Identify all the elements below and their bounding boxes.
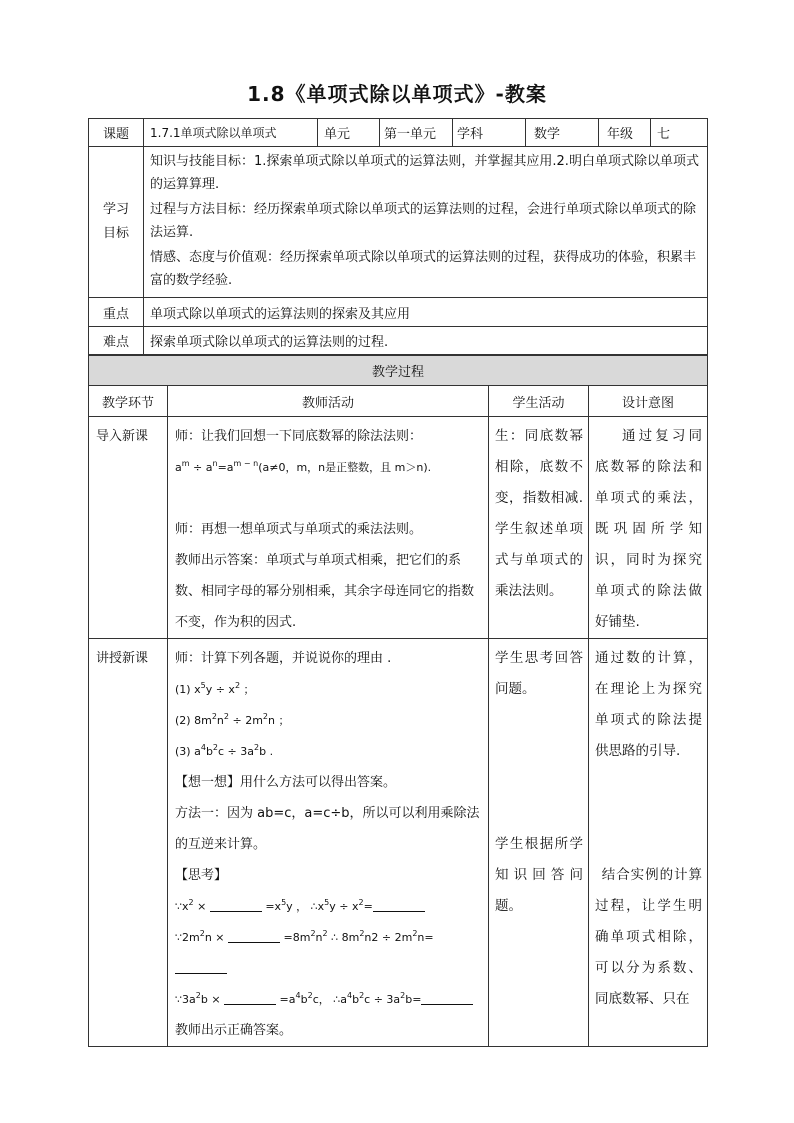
q1-label: (1) — [175, 683, 191, 696]
col-design: 设计意图 — [589, 386, 708, 417]
spacer — [495, 705, 583, 829]
goals-content — [144, 147, 708, 298]
goal-knowledge: 知识与技能目标：1.探索单项式除以单项式的运算法则，并掌握其应用.2.明白单项式除以单项式的运算算理. — [150, 154, 699, 192]
answer-blank[interactable] — [373, 899, 425, 912]
header-row — [89, 119, 708, 147]
unit-value: 第一单元 — [380, 119, 453, 147]
question-3: (3) $a^4b^2c \div 3a^2b$ . — [175, 743, 274, 758]
lesson-stage: 讲授新课 — [89, 639, 168, 1047]
lesson-design-1: 通过数的计算，在理论上为探究单项式的除法提供思路的引导. — [595, 650, 703, 759]
key-point-row — [89, 298, 708, 327]
spacer — [175, 483, 482, 514]
spacer — [595, 767, 702, 860]
lesson-teacher-line1: 师：计算下列各题，并说说你的理由 . — [175, 651, 392, 666]
goals-label-line1: 学习 — [102, 202, 129, 217]
intro-student-text: 生：同底数幂相除，底数不变，指数相减.学生叙述单项式与单项式的乘法法则。 — [495, 428, 583, 599]
difficulty-row — [89, 327, 708, 355]
lesson-student — [489, 639, 589, 1047]
process-title: 教学过程 — [89, 356, 708, 386]
ponder-eq-1: $\because x^2 \times =x^5y$ ， $\therefore x^5y \div x^2=$ — [175, 891, 482, 922]
question-1: (1) $x^5y \div x^2$ ； — [175, 681, 255, 696]
difficulty-text: 探索单项式除以单项式的运算法则的过程. — [144, 327, 708, 355]
col-teacher: 教师活动 — [168, 386, 489, 417]
goals-label — [89, 147, 144, 298]
goal-attitude: 情感、态度与价值观：经历探索单项式除以单项式的运算法则的过程，获得成功的体验，积累丰富的数学经验. — [150, 250, 697, 288]
difficulty-label: 难点 — [89, 327, 144, 355]
answer-blank[interactable] — [224, 992, 276, 1005]
show-answer-line: 教师出示正确答案。 — [175, 1023, 293, 1038]
lesson-info-table — [88, 118, 708, 355]
subject-label: 学科 — [453, 119, 526, 147]
formula-condition: (a≠0，m，n是正整数，且 m＞n). — [258, 461, 432, 474]
lesson-design-2: 结合实例的计算过程，让学生明确单项式相除，可以分为系数、同底数幂、只在 — [595, 867, 703, 1007]
method-line: 方法一：因为 ab=c，a=c÷b，所以可以利用乘除法的互逆来计算。 — [175, 806, 480, 852]
answer-blank[interactable] — [421, 992, 473, 1005]
column-header-row — [89, 386, 708, 417]
unit-label: 单元 — [318, 119, 380, 147]
lesson-student-1: 学生思考回答问题。 — [495, 650, 583, 697]
topic-label: 课题 — [89, 119, 144, 147]
topic-value: 1.7.1单项式除以单项式 — [144, 119, 318, 147]
think-line: 【想一想】用什么方法可以得出答案。 — [175, 775, 397, 790]
lesson-teacher — [168, 639, 489, 1047]
answer-blank[interactable] — [228, 930, 280, 943]
grade-label: 年级 — [599, 119, 651, 147]
intro-design — [589, 417, 708, 639]
grade-value: 七 — [651, 119, 708, 147]
question-2: (2) $8m^2n^2 \div 2m^2n$ ； — [175, 712, 290, 727]
document-title: 1.8《单项式除以单项式》-教案 — [247, 82, 547, 106]
q3-label: (3) — [175, 745, 191, 758]
lesson-row — [89, 639, 708, 1047]
answer-blank[interactable] — [210, 899, 262, 912]
answer-blank[interactable] — [175, 961, 227, 974]
key-point-text: 单项式除以单项式的运算法则的探索及其应用 — [144, 298, 708, 327]
ponder-eq-2: $\because 2m^2n \times =8m^2n^2$ ∴ $8m^2n2 \div 2m^2n=$ — [175, 922, 482, 984]
col-student: 学生活动 — [489, 386, 589, 417]
intro-row — [89, 417, 708, 639]
ponder-label: 【思考】 — [175, 868, 228, 883]
ponder-eq-3: $\because 3a^2b \times =a^4b^2c$， $\therefore a^4b^2c \div 3a^2b=$ — [175, 984, 482, 1015]
goal-process: 过程与方法目标：经历探索单项式除以单项式的运算法则的过程，会进行单项式除以单项式的除法运算. — [150, 202, 697, 240]
intro-teacher-line4: 教师出示答案：单项式与单项式相乘，把它们的系数、相同字母的幂分别相乘，其余字母连同它的指数不变，作为积的因式. — [175, 553, 475, 630]
teaching-process-table — [88, 355, 708, 1047]
intro-design-text: 通过复习同底数幂的除法和单项式的乘法，既巩固所学知识，同时为探究单项式的除法做好铺垫. — [595, 428, 703, 630]
intro-teacher-line3: 师：再想一想单项式与单项式的乘法法则。 — [175, 522, 423, 537]
intro-student — [489, 417, 589, 639]
intro-stage: 导入新课 — [89, 417, 168, 639]
key-point-label: 重点 — [89, 298, 144, 327]
intro-teacher — [168, 417, 489, 639]
process-title-row — [89, 356, 708, 386]
goals-row — [89, 147, 708, 298]
subject-value: 数学 — [526, 119, 599, 147]
col-stage: 教学环节 — [89, 386, 168, 417]
intro-teacher-line1: 师：让我们回想一下同底数幂的除法法则： — [175, 429, 423, 444]
lesson-design — [589, 639, 708, 1047]
power-division-formula: $a^m \div a^n=a^{m - n}(a\ne 0$，m，n是正整数，且 m＞n). — [175, 459, 432, 474]
lesson-student-2: 学生根据所学知识回答问题。 — [495, 836, 583, 914]
q2-label: (2) — [175, 714, 191, 727]
goals-label-line2: 目标 — [102, 226, 129, 241]
